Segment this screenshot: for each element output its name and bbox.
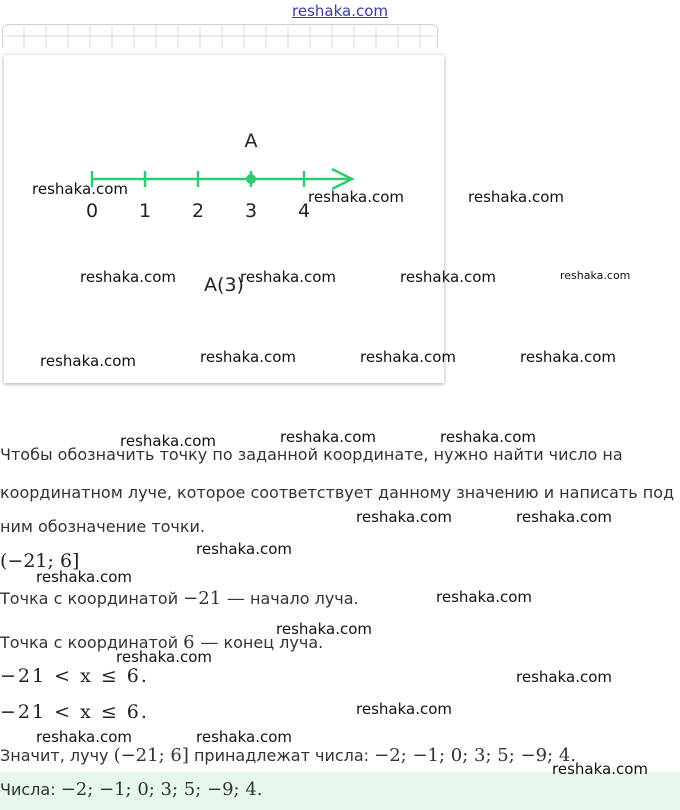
tick-label-1: 1 [138, 200, 152, 222]
watermark: reshaka.com [36, 568, 132, 586]
watermark: reshaka.com [560, 269, 631, 282]
watermark: reshaka.com [440, 428, 536, 446]
inequality-2: −21 < x ≤ 6. [0, 701, 149, 723]
watermark: reshaka.com [196, 728, 292, 746]
explanation-line-1: Чтобы обозначить точку по заданной координате, нужно найти число на [0, 445, 623, 464]
tick-label-0: 0 [85, 200, 99, 222]
coordinate-ray-figure [4, 55, 444, 383]
watermark: reshaka.com [240, 268, 336, 286]
watermark: reshaka.com [196, 540, 292, 558]
start-point-sentence: Точка с координатой −21 — начало луча. [0, 588, 359, 609]
watermark: reshaka.com [308, 188, 404, 206]
watermark: reshaka.com [116, 648, 212, 666]
end-point-sentence: Точка с координатой 6 — конец луча. [0, 632, 324, 653]
watermark: reshaka.com [32, 180, 128, 198]
answer-text: Числа: −2; −1; 0; 3; 5; −9; 4. [0, 779, 263, 800]
tick-label-2: 2 [191, 200, 205, 222]
watermark: reshaka.com [516, 668, 612, 686]
watermark: reshaka.com [516, 508, 612, 526]
watermark: reshaka.com [200, 348, 296, 366]
watermark: reshaka.com [356, 508, 452, 526]
watermark: reshaka.com [40, 352, 136, 370]
watermark: reshaka.com [400, 268, 496, 286]
explanation-line-3: ним обозначение точки. [0, 517, 206, 536]
watermark: reshaka.com [280, 428, 376, 446]
point-a-dot [246, 174, 256, 184]
watermark: reshaka.com [520, 348, 616, 366]
watermark: reshaka.com [356, 700, 452, 718]
site-link[interactable]: reshaka.com [292, 2, 388, 20]
watermark: reshaka.com [468, 188, 564, 206]
conclusion-sentence: Значит, лучу (−21; 6] принадлежат числа: −2; −1; 0; 3; 5; −9; 4. [0, 745, 576, 766]
watermark: reshaka.com [360, 348, 456, 366]
tick-label-3: 3 [244, 200, 258, 222]
watermark: reshaka.com [436, 588, 532, 606]
inequality-1: −21 < x ≤ 6. [0, 665, 149, 687]
interval-formula: (−21; 6] [0, 550, 80, 572]
tick-label-4: 4 [297, 200, 311, 222]
explanation-line-2: координатном луче, которое соответствует данному значению и написать под [0, 483, 675, 502]
figure-card [4, 55, 444, 383]
watermark: reshaka.com [120, 432, 216, 450]
watermark: reshaka.com [80, 268, 176, 286]
point-a-label: A [244, 130, 258, 152]
notebook-grid-strip [2, 24, 438, 48]
watermark: reshaka.com [36, 728, 132, 746]
watermark: reshaka.com [552, 760, 648, 778]
watermark: reshaka.com [276, 620, 372, 638]
point-caption: A(3) [204, 274, 244, 296]
